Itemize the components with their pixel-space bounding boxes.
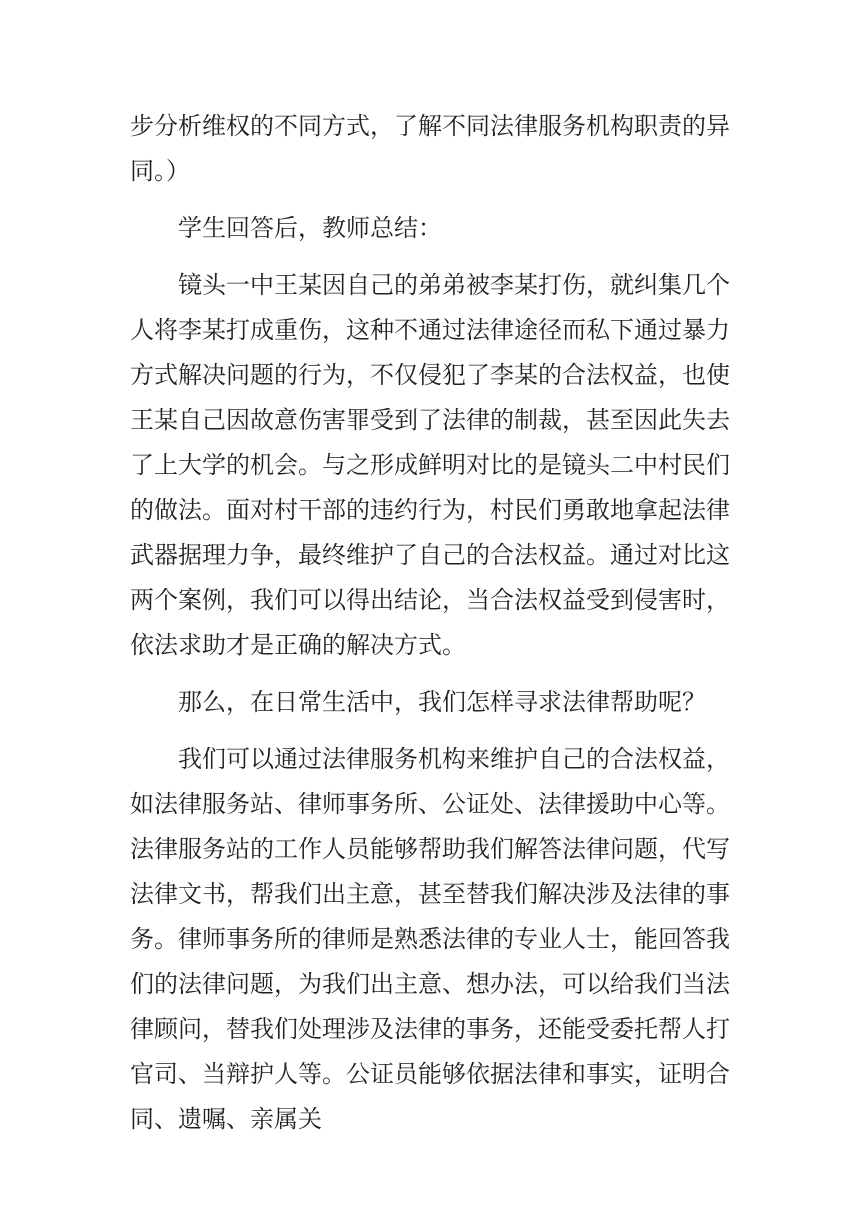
paragraph-2: 学生回答后，教师总结：: [178, 214, 442, 242]
paragraph-4: 那么，在日常生活中，我们怎样寻求法律帮助呢？: [178, 688, 706, 716]
document-body: [130, 104, 730, 1154]
paragraph-3: 镜头一中王某因自己的弟弟被李某打伤，就纠集几个人将李某打成重伤，这种不通过法律途径而私下通过暴力方式解决问题的行为，不仅侵犯了李某的合法权益，也使王某自己因故意伤害罪受到了法律的制裁，甚至因此失去了上大学的机会。与之形成鲜明对比的是镜头二中村民们的做法。面对村干部的违约行为，村民们勇敢地拿起法律武器据理力争，最终维护了自己的合法权益。通过对比这两个案例，我们可以得出结论，当合法权益受到侵害时，依法求助才是正确的解决方式。: [130, 271, 730, 659]
paragraph-5: 我们可以通过法律服务机构来维护自己的合法权益，如法律服务站、律师事务所、公证处、法律援助中心等。法律服务站的工作人员能够帮助我们解答法律问题，代写法律文书，帮我们出主意，甚至替我们解决涉及法律的事务。律师事务所的律师是熟悉法律的专业人士，能回答我们的法律问题，为我们出主意、想办法，可以给我们当法律顾问，替我们处理涉及法律的事务，还能受委托帮人打官司、当辩护人等。公证员能够依据法律和事实，证明合同、遗嘱、亲属关: [130, 745, 730, 1133]
paragraph-1: 步分析维权的不同方式，了解不同法律服务机构职责的异同。）: [130, 112, 730, 185]
